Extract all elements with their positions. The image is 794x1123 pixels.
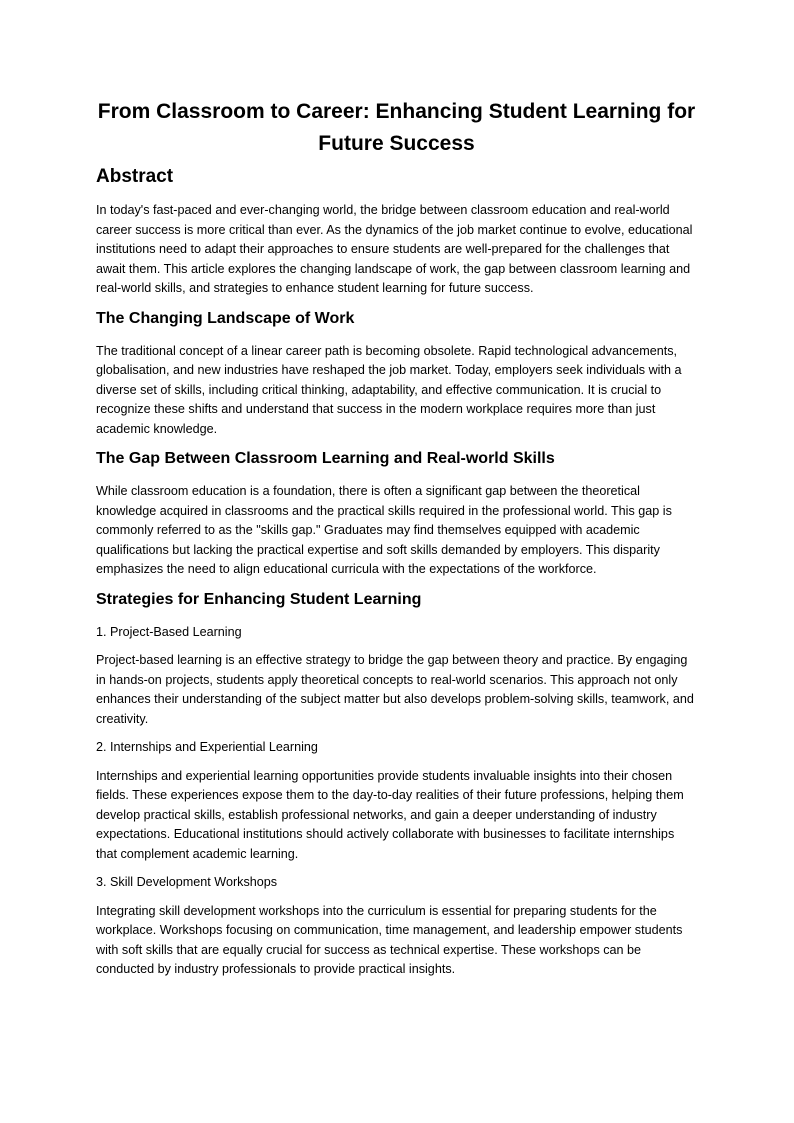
strategy-label: 1. Project-Based Learning xyxy=(96,624,242,639)
abstract-heading: Abstract xyxy=(96,166,174,187)
strategy-label: 2. Internships and Experiential Learning xyxy=(96,740,318,754)
section-heading: The Changing Landscape of Work xyxy=(96,309,355,327)
strategy-label: 3. Skill Development Workshops xyxy=(96,875,278,889)
abstract-section xyxy=(96,165,697,299)
strategy-text: Project-based learning is an effective strategy to bridge the gap between theory and practice. By engaging in hands-on projects, students apply theoretical concepts to real-world scenarios. This approach not only enhances their understanding of the subject matter but also develops problem-solving skills, teamwork, and creativity. xyxy=(96,653,694,726)
document-title: From Classroom to Career: Enhancing Student Learning for Future Success xyxy=(97,100,696,155)
strategies-heading: Strategies for Enhancing Student Learning xyxy=(96,590,422,608)
section-strategies xyxy=(96,589,697,980)
section-text: While classroom education is a foundation, there is often a significant gap between the theoretical knowledge acquired in classrooms and the practical skills required in the professional world. This gap is commonly referred to as the "skills gap." Graduates may find themselves equipped with academic qualifications but lacking the practical expertise and soft skills demanded by employers. This disparity emphasizes the need to align educational curricula with the expectations of the workforce. xyxy=(96,484,672,576)
section-changing-landscape xyxy=(96,308,697,440)
section-heading: The Gap Between Classroom Learning and Real-world Skills xyxy=(96,450,555,467)
section-skills-gap xyxy=(96,448,697,580)
strategy-text: Internships and experiential learning opportunities provide students invaluable insights into their chosen fields. These experiences expose them to the day-to-day realities of their future professions, helping them develop practical skills, establish professional networks, and gain a deeper understanding of industry expectations. Educational institutions should actively collaborate with businesses to facilitate internships that complement academic learning. xyxy=(96,768,684,861)
section-text: The traditional concept of a linear career path is becoming obsolete. Rapid technological advancements, globalisation, and new industries have reshaped the job market. Today, employers seek individuals with a diverse set of skills, including critical thinking, adaptability, and effective communication. It is crucial to recognize these shifts and understand that success in the modern workplace requires more than just academic knowledge. xyxy=(96,343,682,436)
abstract-text: In today's fast-paced and ever-changing world, the bridge between classroom education and real-world career success is more critical than ever. As the dynamics of the job market continue to evolve, educational institutions need to adapt their approaches to ensure students are well-prepared for the challenges that await them. This article explores the changing landscape of work, the gap between classroom learning and real-world skills, and strategies to enhance student learning for future success. xyxy=(96,203,693,295)
strategy-text: Integrating skill development workshops into the curriculum is essential for preparing students for the workplace. Workshops focusing on communication, time management, and leadership empower students with soft skills that are equally crucial for success as technical expertise. These workshops can be conducted by industry professionals to provide practical insights. xyxy=(96,903,683,976)
